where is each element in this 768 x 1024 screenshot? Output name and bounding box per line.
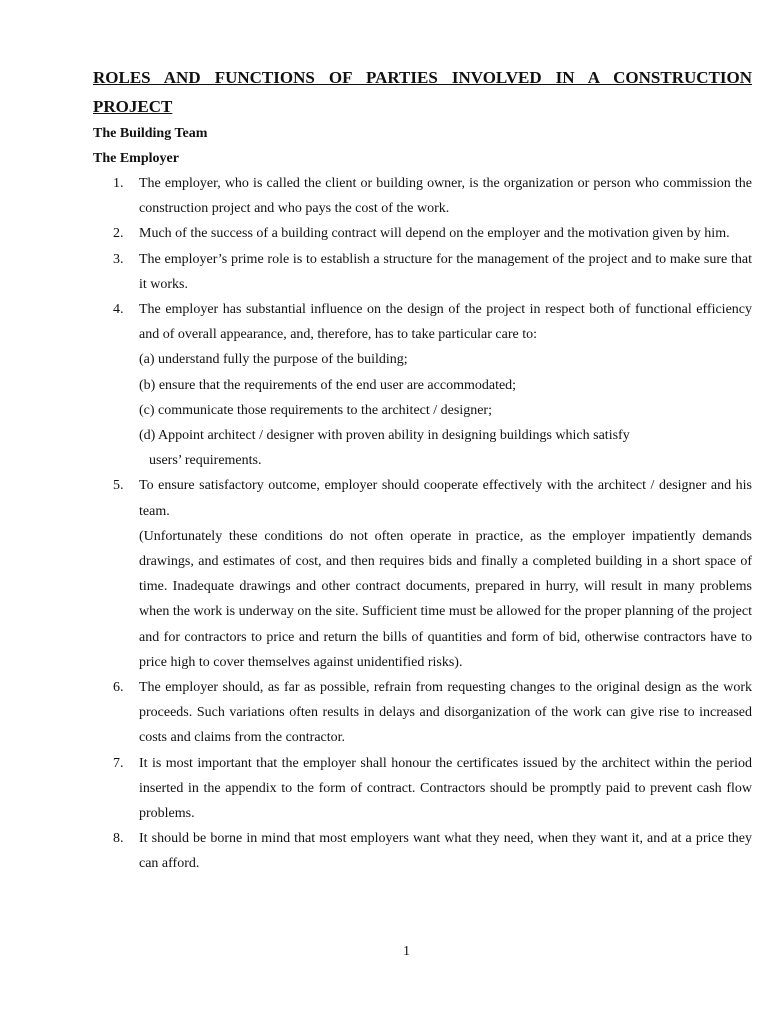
- list-item: [93, 675, 752, 751]
- list-item-text: It should be borne in mind that most employers want what they need, when they want it, and at a price they can afford.: [139, 831, 752, 872]
- list-item: [93, 171, 752, 221]
- sub-item-d: (d) Appoint architect / designer with proven ability in designing buildings which satisfy: [139, 428, 630, 444]
- sub-item-b: (b) ensure that the requirements of the end user are accommodated;: [139, 377, 517, 393]
- list-item-text: The employer should, as far as possible, refrain from requesting changes to the original design as the work proceeds. Such variations often results in delays and disorganization of the work can give rise to increased costs and claims from the contractor.: [139, 680, 752, 746]
- employer-roles-list: [93, 171, 752, 877]
- list-item: [93, 297, 752, 473]
- list-item-number: 4.: [113, 302, 124, 318]
- document-page: [93, 63, 752, 877]
- sub-item-d-continuation: users’ requirements.: [149, 453, 262, 469]
- section-heading-employer: The Employer: [93, 151, 179, 166]
- list-item-number: 5.: [113, 478, 124, 494]
- document-title: ROLES AND FUNCTIONS OF PARTIES INVOLVED IN A CONSTRUCTION PROJECT: [93, 68, 752, 116]
- list-item: [93, 826, 752, 876]
- list-item-text: The employer, who is called the client or building owner, is the organization or person who commission the construction project and who pays the cost of the work.: [139, 176, 752, 217]
- list-item: [93, 247, 752, 297]
- section-heading-building-team: The Building Team: [93, 126, 208, 141]
- list-item-text: The employer has substantial influence on the design of the project in respect both of functional efficiency and of overall appearance, and, therefore, has to take particular care to:: [139, 302, 752, 343]
- sub-item-c: (c) communicate those requirements to the architect / designer;: [139, 402, 492, 418]
- list-item-text: The employer’s prime role is to establish a structure for the management of the project and to make sure that it works.: [139, 251, 752, 292]
- list-item-text: To ensure satisfactory outcome, employer should cooperate effectively with the architect / designer and his team.: [139, 478, 752, 519]
- list-item: [93, 751, 752, 827]
- list-item-number: 3.: [113, 251, 124, 267]
- sub-item-a: (a) understand fully the purpose of the building;: [139, 352, 408, 368]
- list-item-text: Much of the success of a building contract will depend on the employer and the motivation given by him.: [139, 226, 730, 242]
- page-number: 1: [403, 944, 410, 959]
- list-item-number: 6.: [113, 680, 124, 696]
- list-item: [93, 473, 752, 675]
- list-item: [93, 221, 752, 246]
- list-item-number: 1.: [113, 176, 124, 191]
- list-item-text: It is most important that the employer shall honour the certificates issued by the architect within the period inserted in the appendix to the form of contract. Contractors should be promptly paid to prevent cash flow problems.: [139, 755, 752, 822]
- list-item-number: 2.: [113, 226, 124, 242]
- list-item-number: 8.: [113, 831, 124, 847]
- list-item-number: 7.: [113, 755, 124, 771]
- list-item-note: (Unfortunately these conditions do not often operate in practice, as the employer impatiently demands drawings, and estimates of cost, and then requires bids and finally a completed building in a short space of time. Inadequate drawings and other contract documents, prepared in hurry, will result in many problems when the work is underway on the site. Sufficient time must be allowed for the proper planning of the project and for contractors to price and return the bills of quantities and form of bid, otherwise contractors have to price high to cover themselves against unidentified risks).: [139, 528, 752, 670]
